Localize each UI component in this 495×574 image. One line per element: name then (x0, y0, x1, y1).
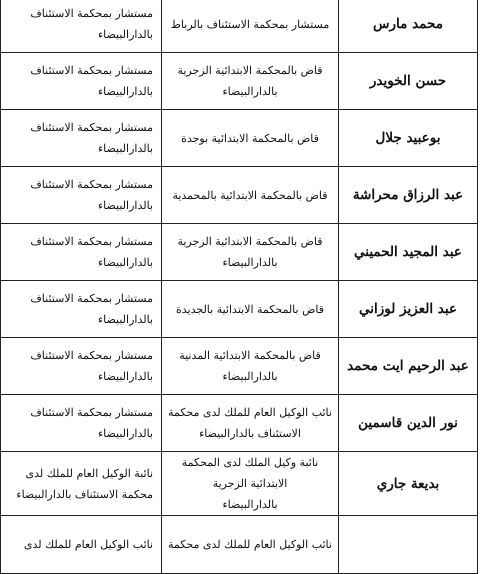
table-row (1, 110, 478, 167)
new-position: مستشار بمحكمة الاستئناف بالدارالبيضاء (1, 110, 162, 167)
previous-position: قاض بالمحكمة الابتدائية الزجرية بالدارالبيضاء (162, 53, 339, 110)
new-position: مستشار بمحكمة الاستئناف بالدارالبيضاء (1, 0, 162, 53)
table-row (1, 395, 478, 452)
previous-position: قاض بالمحكمة الابتدائية بالمحمدية (162, 167, 339, 224)
judge-name: حسن الخويدر (339, 53, 478, 110)
judge-name: محمد مارس (339, 0, 478, 53)
new-position: نائب الوكيل العام للملك لدى (1, 516, 162, 574)
judge-name: بوعبيد جلال (339, 110, 478, 167)
judge-name: عبد الرحيم ايت محمد (339, 338, 478, 395)
judge-name: عبد العزيز لوزاني (339, 281, 478, 338)
table-row (1, 167, 478, 224)
new-position: مستشار بمحكمة الاستئناف بالدارالبيضاء (1, 395, 162, 452)
table-row (1, 516, 478, 574)
previous-position: مستشار بمحكمة الاستئناف بالرباط (162, 0, 339, 53)
judge-name: نور الدين قاسمين (339, 395, 478, 452)
new-position: نائبة الوكيل العام للملك لدى محكمة الاستئناف بالدارالبيضاء (1, 452, 162, 516)
previous-position: نائب الوكيل العام للملك لدى محكمة (162, 516, 339, 574)
previous-position: قاض بالمحكمة الابتدائية الزجرية بالدارالبيضاء (162, 224, 339, 281)
new-position: مستشار بمحكمة الاستئناف بالدارالبيضاء (1, 167, 162, 224)
previous-position: نائب الوكيل العام للملك لدى محكمة الاستئناف بالدارالبيضاء (162, 395, 339, 452)
table-row (1, 53, 478, 110)
table-row (1, 281, 478, 338)
table-row (1, 452, 478, 516)
previous-position: قاض بالمحكمة الابتدائية بالجديدة (162, 281, 339, 338)
previous-position: نائبة وكيل الملك لدى المحكمة الابتدائية الزجرية بالدارالبيضاء (162, 452, 339, 516)
previous-position: قاض بالمحكمة الابتدائية بوجدة (162, 110, 339, 167)
new-position: مستشار بمحكمة الاستئناف بالدارالبيضاء (1, 224, 162, 281)
previous-position: قاض بالمحكمة الابتدائية المدنية بالدارالبيضاء (162, 338, 339, 395)
new-position: مستشار بمحكمة الاستئناف بالدارالبيضاء (1, 338, 162, 395)
table-row (1, 338, 478, 395)
judge-name: عبد المجيد الحميني (339, 224, 478, 281)
new-position: مستشار بمحكمة الاستئناف بالدارالبيضاء (1, 53, 162, 110)
new-position: مستشار بمحكمة الاستئناف بالدارالبيضاء (1, 281, 162, 338)
table-row (1, 224, 478, 281)
table-row (1, 0, 478, 53)
judge-name: بديعة جاري (339, 452, 478, 516)
judge-name (339, 516, 478, 574)
appointments-table-body (1, 0, 478, 574)
judge-name: عبد الرزاق محراشة (339, 167, 478, 224)
